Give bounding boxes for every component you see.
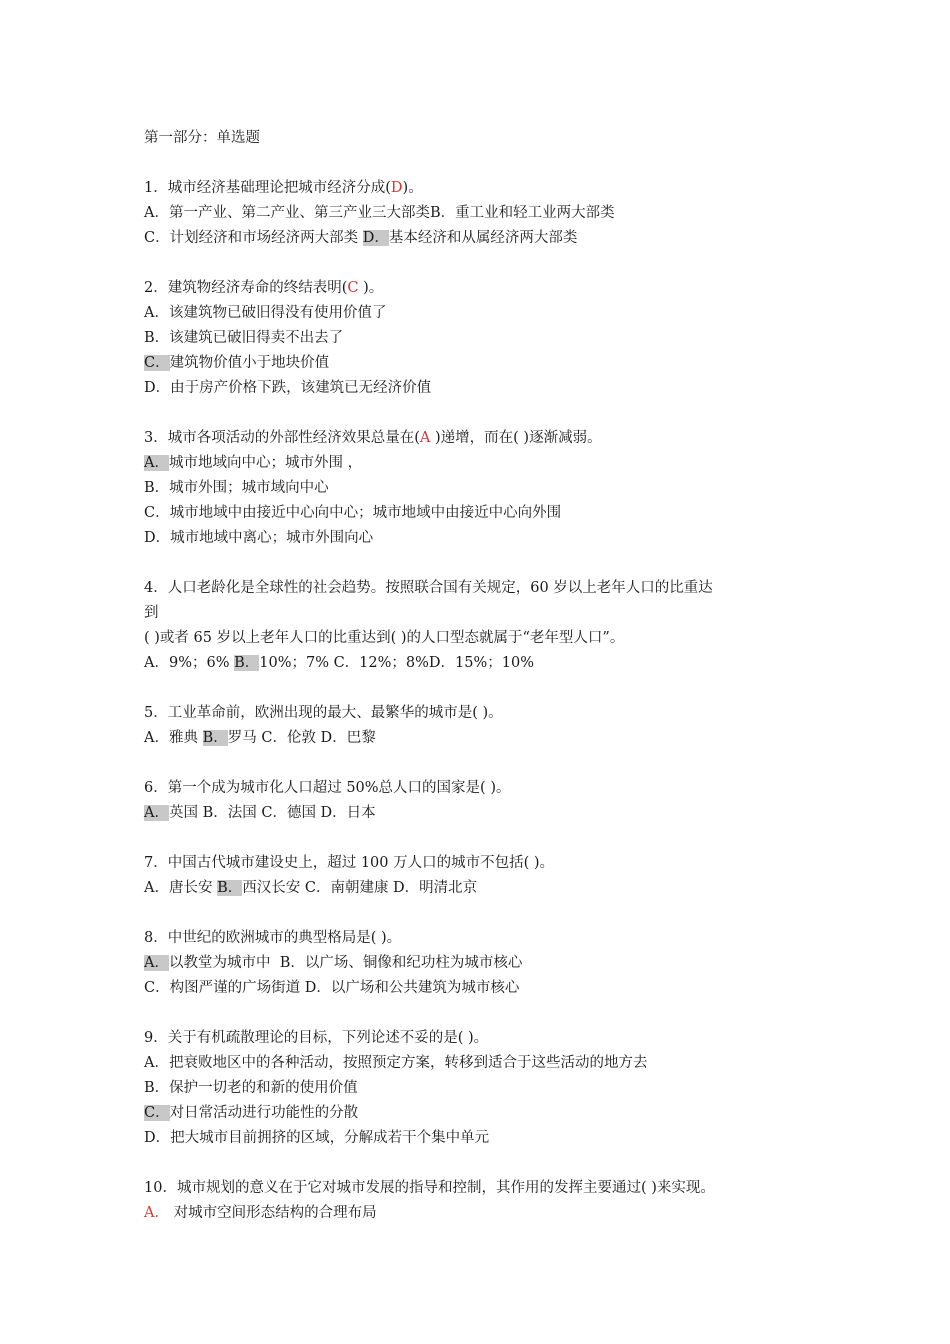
question-stem: 8．中世纪的欧洲城市的典型格局是( )。 [144,930,402,946]
option-line: A．英国 B．法国 C．德国 D．日本 [144,805,376,821]
option-line: A．雅典 B．罗马 C．伦敦 D．巴黎 [144,730,376,746]
question-stem: 1．城市经济基础理论把城市经济分成(D)。 [144,180,423,196]
answer-highlight: A． [144,955,169,971]
section-title: 第一部分：单选题 [144,130,260,146]
option-line: A．第一产业、第二产业、第三产业三大部类B．重工业和轻工业两大部类 [144,205,615,221]
answer-highlight: D． [362,230,389,246]
question-stem: ( )或者 65 岁以上老年人口的比重达到( )的人口型态就属于“老年型人口”。 [144,630,625,646]
question-stem: 6．第一个成为城市化人口超过 50%总人口的国家是( )。 [144,780,511,796]
answer-highlight: B． [202,730,228,746]
option-line: C．对日常活动进行功能性的分散 [144,1105,359,1121]
option-line: C．建筑物价值小于地块价值 [144,355,330,371]
answer-highlight: C． [144,1105,170,1121]
question-3 [144,426,824,551]
question-7 [144,851,824,901]
option-line: A．该建筑物已破旧得没有使用价值了 [144,305,387,321]
question-stem: 10．城市规划的意义在于它对城市发展的指导和控制，其作用的发挥主要通过( )来实现。 [144,1180,715,1196]
question-2 [144,276,824,401]
question-stem: 到 [144,605,159,621]
question-stem: 5．工业革命前，欧洲出现的最大、最繁华的城市是( )。 [144,705,503,721]
answer-mark: C [347,280,359,296]
answer-mark: D [390,180,403,196]
answer-highlight: C． [144,355,170,371]
answer-highlight: B． [217,880,243,896]
question-stem: 3．城市各项活动的外部性经济效果总量在(A )递增，而在( )逐渐减弱。 [144,430,602,446]
option-line: A．把衰败地区中的各种活动，按照预定方案，转移到适合于这些活动的地方去 [144,1055,648,1071]
option-line: B．保护一切老的和新的使用价值 [144,1080,358,1096]
question-stem: 2．建筑物经济寿命的终结表明(C )。 [144,280,384,296]
option-line: D．由于房产价格下跌，该建筑已无经济价值 [144,380,432,396]
question-1 [144,176,824,251]
question-stem: 4．人口老龄化是全球性的社会趋势。按照联合国有关规定，60 岁以上老年人口的比重达 [144,580,713,596]
question-8 [144,926,824,1001]
option-line: D．把大城市目前拥挤的区域，分解成若干个集中单元 [144,1130,490,1146]
option-line: A．以教堂为城市中 B．以广场、铜像和纪功柱为城市核心 [144,955,523,971]
option-line: B．城市外围；城市域向中心 [144,480,329,496]
question-4 [144,576,824,676]
answer-mark: A [419,430,431,446]
question-9 [144,1026,824,1151]
option-line: B．该建筑已破旧得卖不出去了 [144,330,344,346]
option-line: A．城市地域向中心；城市外围 ， [144,455,363,471]
document-page [144,126,824,1226]
question-stem: 7．中国古代城市建设史上，超过 100 万人口的城市不包括( )。 [144,855,555,871]
question-10 [144,1176,824,1226]
question-6 [144,776,824,826]
answer-highlight: A． [144,805,169,821]
option-line: A．9%；6% B．10%；7% C．12%；8%D．15%；10% [144,655,534,671]
option-line: C．城市地域中由接近中心向中心；城市地域中由接近中心向外围 [144,505,562,521]
answer-highlight: A． [144,455,169,471]
answer-highlight: B． [234,655,260,671]
option-line: D．城市地域中离心；城市外围向心 [144,530,374,546]
answer-mark: A． [144,1205,169,1221]
question-5 [144,701,824,751]
option-line: C．计划经济和市场经济两大部类 D．基本经济和从属经济两大部类 [144,230,578,246]
option-line: A． 对城市空间形态结构的合理布局 [144,1205,377,1221]
option-line: A．唐长安 B．西汉长安 C．南朝建康 D．明清北京 [144,880,478,896]
option-line: C．构图严谨的广场街道 D．以广场和公共建筑为城市核心 [144,980,520,996]
question-stem: 9．关于有机疏散理论的目标，下列论述不妥的是( )。 [144,1030,489,1046]
